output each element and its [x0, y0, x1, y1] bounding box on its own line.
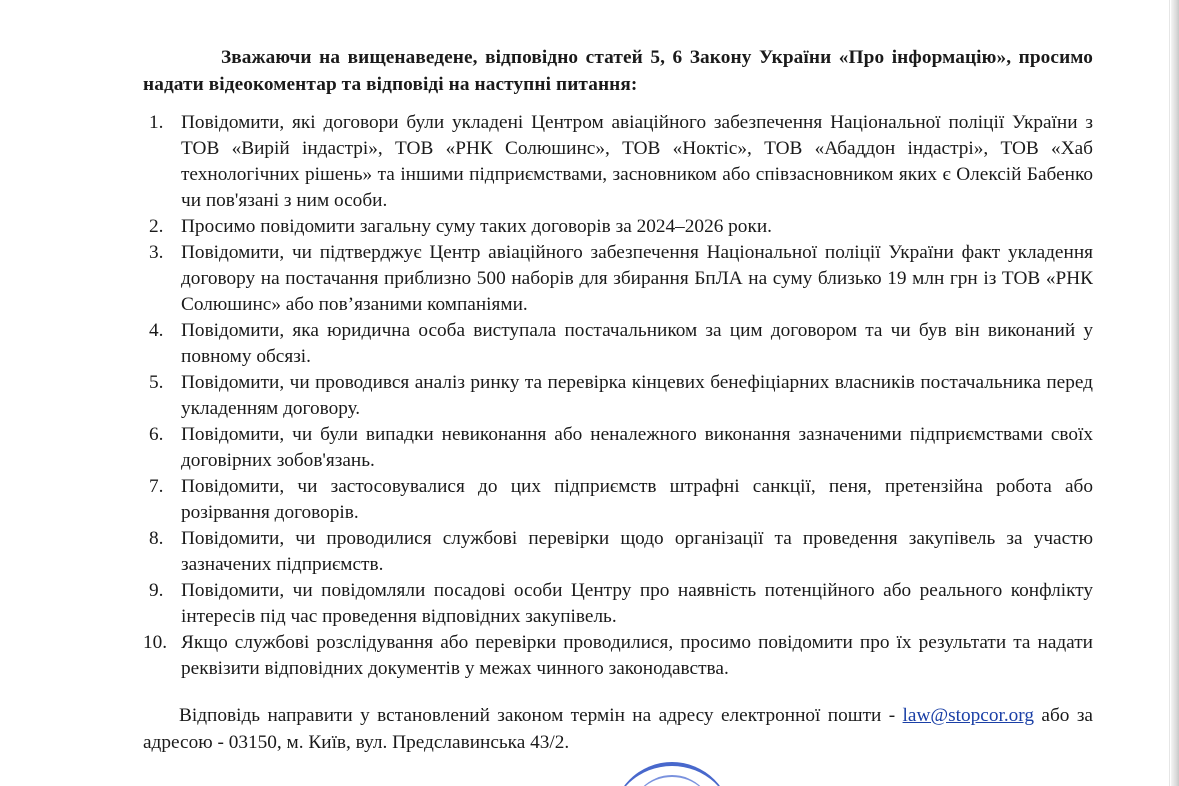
question-text: Якщо службові розслідування або перевірки проводилися, просимо повідомити про їх результати та надати реквізити відповідних документів у межах чинного законодавства.	[181, 632, 1093, 679]
question-item	[143, 578, 1093, 630]
page-edge-shadow	[1171, 0, 1179, 786]
question-number: 8.	[149, 528, 164, 549]
question-number: 2.	[149, 216, 164, 237]
question-number: 9.	[149, 580, 164, 601]
question-item	[143, 370, 1093, 422]
closing-text: Відповідь направити у встановлений законом термін на адресу електронної пошти -	[179, 705, 903, 726]
question-number: 6.	[149, 424, 164, 445]
question-item	[143, 318, 1093, 370]
question-number: 1.	[149, 112, 164, 133]
letter-body	[143, 44, 1093, 756]
question-text: Повідомити, чи проводилися службові перевірки щодо організації та проведення закупівель за участю зазначених підприємств.	[181, 528, 1093, 575]
question-text: Повідомити, які договори були укладені Центром авіаційного забезпечення Національної поліції України з ТОВ «Вирій індастрі», ТОВ «РНК Солюшинс», ТОВ «Ноктіс», ТОВ «Абаддон індастрі», ТОВ «Хаб технологічних рішень» та іншими підприємствами, засновником або співзасновником яких є Олексій Бабенко чи пов'язані з ним особи.	[181, 112, 1093, 211]
intro-paragraph: Зважаючи на вищенаведене, відповідно статей 5, 6 Закону України «Про інформацію», просимо надати відеокоментар та відповіді на наступні питання:	[143, 47, 1093, 95]
questions-list	[143, 110, 1093, 682]
question-item	[143, 526, 1093, 578]
closing-paragraph	[143, 702, 1093, 756]
page-edge-line	[1169, 0, 1170, 786]
question-text: Повідомити, чи повідомляли посадові особи Центру про наявність потенційного або реального конфлікту інтересів під час проведення відповідних закупівель.	[181, 580, 1093, 627]
question-text: Повідомити, чи застосовувалися до цих підприємств штрафні санкції, пеня, претензійна робота або розірвання договорів.	[181, 476, 1093, 523]
question-item	[143, 240, 1093, 318]
address-text: або за адресою - 03150, м. Київ, вул. Предславинська 43/2.	[143, 705, 1093, 753]
question-number: 5.	[149, 372, 164, 393]
question-text: Повідомити, чи підтверджує Центр авіаційного забезпечення Національної поліції України факт укладення договору на постачання приблизно 500 наборів для збирання БпЛА на суму близько 19 млн грн із ТОВ «РНК Солюшинс» або пов’язаними компаніями.	[181, 242, 1093, 315]
question-number: 4.	[149, 320, 164, 341]
question-number: 10.	[143, 632, 168, 653]
question-item	[143, 214, 1093, 240]
question-item	[143, 110, 1093, 214]
question-text: Просимо повідомити загальну суму таких договорів за 2024–2026 роки.	[181, 216, 772, 237]
question-text: Повідомити, чи проводився аналіз ринку та перевірка кінцевих бенефіціарних власників постачальника перед укладенням договору.	[181, 372, 1093, 419]
question-item	[143, 630, 1093, 682]
question-item	[143, 474, 1093, 526]
email-link[interactable]: law@stopcor.org	[902, 705, 1035, 726]
question-text: Повідомити, чи були випадки невиконання або неналежного виконання зазначеними підприємствами своїх договірних зобов'язань.	[181, 424, 1093, 471]
question-item	[143, 422, 1093, 474]
question-text: Повідомити, яка юридична особа виступала постачальником за цим договором та чи був він виконаний у повному обсязі.	[181, 320, 1093, 367]
question-number: 7.	[149, 476, 164, 497]
question-number: 3.	[149, 242, 164, 263]
